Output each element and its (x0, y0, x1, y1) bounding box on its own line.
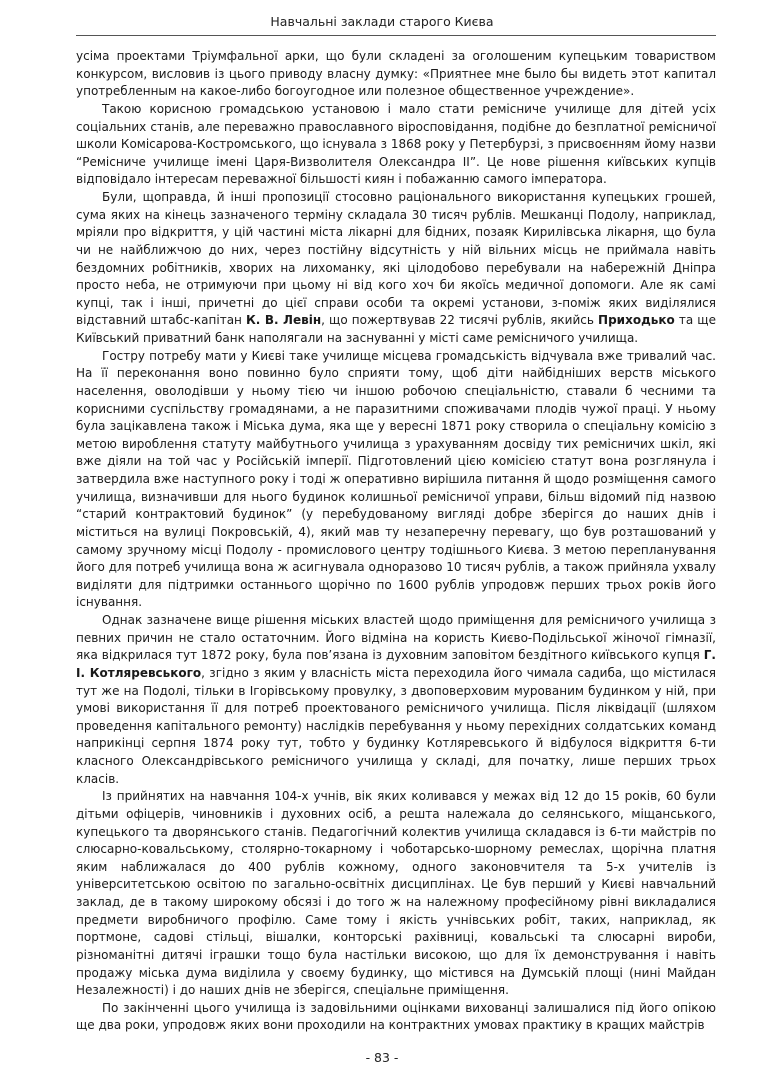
text-segment: По закінченні цього училища із задовільними оцінками вихованці залишалися під його опікою ще два роки, упродовж яких вони проходили на контрактних умовах практику в кращих майстрів (76, 1000, 716, 1033)
header-rule (76, 35, 716, 36)
text-segment: Були, щоправда, й інші пропозиції стосовно раціонального використання купецьких грошей, сума яких на кінець зазначеного терміну складала 30 тисяч рублів. Мешканці Подолу, наприклад, мріяли про відкриття, у цій частині міста лікарні для бідних, позаяк Кирилівська лікарня, що була чи не найближчою до них, через постійну відсутність у ній вільних місць не приймала навіть бездомних робітників, хворих на лихоманку, які цілодобово перебували на набережній Дніпра просто неба, не отримуючи при цьому ні від кого хоч би якоїсь медичної допомоги. Але як самі купці, так і інші, причетні до цієї справи особи та окремі установи, з-поміж яких виділялися відставний штабс-капітан (76, 190, 716, 328)
running-header: Навчальні заклади старого Києва (270, 14, 494, 29)
paragraph (76, 348, 716, 612)
paragraph (76, 101, 716, 189)
text-segment: , згідно з яким у власність міста переходила його чимала садиба, що містилася тут же на Подолі, тільки в Ігорівському провулку, з двоповерховим мурованим будинком у ній, при умові використання її для потреб проектованого ремісничого училища. Після ліквідації (шляхом проведення капітального ремонту) наслідків перебування у ньому перехідних солдатських команд наприкінці серпня 1874 року тут, тобто у будинку Котляревського й відбулося відкриття 6-ти класного Олександрівського ремісничого училища у складі, для початку, лише перших трьох класів. (76, 665, 716, 786)
text-segment: Однак зазначене вище рішення міських властей щодо приміщення для ремісничого училища з певних причин не стало остаточним. Його відміна на користь Києво-Подільської жіночої гімназії, яка відкрилася тут 1872 року, була пов’язана із духовним заповітом бездітного київського купця (76, 613, 716, 663)
text-segment: Гостру потребу мати у Києві таке училище місцева громадськість відчувала вже тривалий час. На її переконання воно повинно було сприяти тому, щоб діти найбідніших верств міського населення, оволодівши у ньому тією чи іншою робочою спеціальністю, ставали б чесними та корисними суспільству громадянами, а не паразитними споживачами плодів чужої праці. У ньому була зацікавлена також і Міська дума, яка ще у вересні 1871 року створила о спеціальну комісію з метою вироблення статуту майбутнього училища з урахуванням досвіду тих ремісничих шкіл, які вже діяли на той час у Російській імперії. Підготовлений цією комісією статут вона розглянула і затвердила вже наступного року і тоді ж оперативно вирішила питання й щодо розміщення самого училища, визначивши для нього будинок колишньої ремісничої управи, більш відомий під назвою “старий контрактовий будинок” (у перебудованому вигляді добре зберігся до наших днів і міститься на вулиці Покровській, 4), який мав ту незаперечну перевагу, що був розташований у самому зручному місці Подолу - промислового центру тодішнього Києва. З метою перепланування його для потреб училища вона ж асигнувала одноразово 10 тисяч рублів, а також прийняла ухвалу виділяти для підтримки останнього щорічно по 1600 рублів упродовж перших трьох років його існування. (76, 348, 716, 610)
text-segment: Із прийнятих на навчання 104-х учнів, вік яких коливався у межах від 12 до 15 років, 60 були дітьми офіцерів, чиновників і духовних осіб, а решта належала до селянського, міщанського, купецького та дворянського станів. Педагогічний колектив училища складався із 6-ти майстрів по слюсарно-ковальському, столярно-токарному і чоботарсько-шорному ремеслах, щорічна платня яким наближалася до 400 рублів кожному, одного законовчителя та 5-х учителів із університетською освітою по загально-освітніх дисциплінах. Це був перший у Києві навчальний заклад, де в такому широкому обсязі і до того ж на належному професійному рівні викладалися предмети виробничого профілю. Саме тому і якість учнівських робіт, таких, наприклад, як портмоне, садові стільці, вішалки, конторські рахівниці, ковальські та слюсарні вироби, різноманітні дитячі іграшки тощо була настільки високою, що для їх демонстрування і навіть продажу міська дума виділила у своєму будинку, що містився на Думській площі (нині Майдан Незалежності) і до наших днів не зберігся, спеціальне приміщення. (76, 789, 716, 998)
paragraph (76, 48, 716, 101)
text-segment: Такою корисною громадською установою і мало стати ремісниче училище для дітей усіх соціальних станів, але переважно православного віросповідання, подібне до безплатної ремісничої школи Комісарова-Костромського, що існувала з 1868 року у Петербурзі, з присвоєнням йому назви “Ремісниче училище імені Царя-Визволителя Олександра II”. Це нове рішення київських купців відповідало інтересам переважної більшості киян і побажанню самого імператора. (76, 101, 716, 187)
paragraph (76, 189, 716, 348)
page-number: - 83 - (365, 1050, 399, 1065)
paragraph (76, 612, 716, 788)
paragraph (76, 788, 716, 1000)
bold-name: К. В. Левін (246, 313, 322, 328)
bold-name: Приходько (598, 313, 675, 328)
bold-name: Г. І. Котляревського (76, 648, 716, 680)
text-segment: та ще Київський приватний банк наполягали на заснуванні у місті саме ремісничого училища. (76, 313, 716, 345)
paragraph (76, 1000, 716, 1035)
text-segment: усіма проектами Тріумфальної арки, що були складені за оголошеним купецьким товариством конкурсом, висловив із цього приводу власну думку: «Приятнее мне было бы видеть этот капитал употребленным на какое-либо богоугодное или полезное общественное учреждение». (76, 49, 716, 99)
body-text (76, 48, 716, 1035)
text-segment: , що пожертвував 22 тисячі рублів, якийсь (321, 313, 599, 328)
